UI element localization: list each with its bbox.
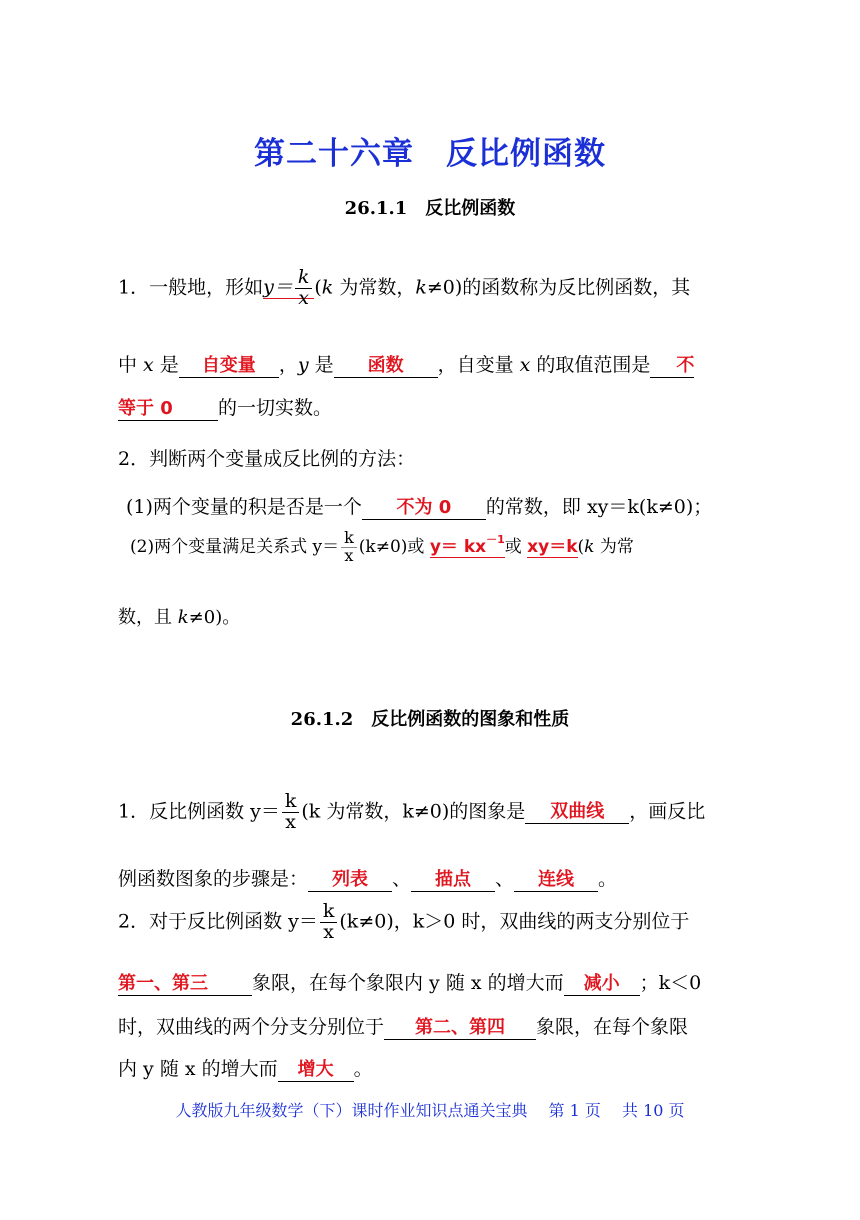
answer-blank-plot-points: 描点 xyxy=(411,870,495,892)
s1-p1-line1 xyxy=(118,268,748,309)
s2-p1-line2 xyxy=(118,864,748,892)
answer-blank-increase: 增大 xyxy=(278,1060,354,1082)
answer-blank-quadrants-1-3: 第一、第三 xyxy=(118,974,252,996)
text: (k 为常数，k≠0)的图象是 xyxy=(301,800,526,823)
var-x: x xyxy=(519,354,531,376)
var-k: k xyxy=(321,276,334,299)
fraction-numerator: k xyxy=(295,268,313,289)
separator: 、 xyxy=(495,868,515,890)
fraction-numerator: k xyxy=(320,902,338,923)
text: (2)两个变量满足关系式 y＝ xyxy=(130,536,340,557)
s2-p2-line2 xyxy=(118,968,748,996)
formula-y: y＝ xyxy=(263,276,293,299)
s1-p2-line4 xyxy=(118,603,748,629)
text: ≠0)。 xyxy=(188,607,241,628)
fraction-denominator: x xyxy=(344,545,354,565)
answer-blank-decrease: 减小 xyxy=(564,974,640,996)
s1-p1-line3 xyxy=(118,393,748,421)
text: 例函数图象的步骤是： xyxy=(118,868,309,890)
var-k: k xyxy=(177,607,189,628)
var-x: x xyxy=(143,354,154,376)
text: ( xyxy=(314,276,322,299)
text: 是 xyxy=(308,354,334,376)
answer-blank-nonzero: 不为 0 xyxy=(362,498,486,520)
text: 是 xyxy=(153,354,179,376)
fraction-denominator: x xyxy=(298,286,309,309)
text: 时，双曲线的两个分支分别位于 xyxy=(118,1016,385,1038)
exponent: －1 xyxy=(486,532,505,546)
fraction-denominator: x xyxy=(285,810,296,833)
text: 象限，在每个象限 xyxy=(536,1016,689,1038)
fraction-numerator: k xyxy=(282,792,300,813)
answer-blank-function: 函数 xyxy=(334,356,438,378)
text: ，画反比 xyxy=(629,800,706,823)
text: 中 xyxy=(118,354,144,376)
var-y: y xyxy=(297,354,309,376)
text: ( xyxy=(577,536,585,557)
s1-p2-line2 xyxy=(126,492,756,520)
text: 反比例函数 y＝ xyxy=(149,800,280,823)
formula-y-equals-k-over-x xyxy=(263,266,314,309)
text: (1)两个变量的积是否是一个 xyxy=(126,496,362,518)
fraction xyxy=(341,530,357,565)
fraction-denominator: x xyxy=(323,920,334,943)
answer-blank-domain-part1: 不 xyxy=(650,356,694,378)
item-number: 1． xyxy=(118,800,150,823)
answer-blank-quadrants-2-4: 第二、第四 xyxy=(384,1018,536,1040)
s1-p1-line2 xyxy=(118,350,748,378)
item-number: 1． xyxy=(118,276,150,299)
section-heading-26-1-2: 26.1.2 反比例函数的图象和性质 xyxy=(290,709,570,730)
answer-blank-domain-part2: 等于 0 xyxy=(118,399,218,421)
answer-blank-independent-variable: 自变量 xyxy=(179,356,279,378)
text: 为常数， xyxy=(333,276,416,299)
text: ；k＜0 xyxy=(639,972,702,994)
text: 。 xyxy=(353,1058,373,1080)
answer-blank-make-table: 列表 xyxy=(308,870,392,892)
s1-p2-line1 xyxy=(118,444,748,471)
item-number: 2． xyxy=(118,448,150,470)
text: ， xyxy=(278,354,298,376)
text: 。 xyxy=(598,868,618,890)
answer-blank-connect: 连线 xyxy=(514,870,598,892)
separator: 、 xyxy=(392,868,412,890)
text: 判断两个变量成反比例的方法： xyxy=(149,448,416,470)
text: 的取值范围是 xyxy=(530,354,651,376)
fraction xyxy=(320,902,338,943)
text: 或 xyxy=(504,536,528,557)
text: 的常数，即 xy＝k(k≠0)； xyxy=(485,496,713,518)
fraction-numerator: k xyxy=(341,530,357,548)
text: (k≠0)或 xyxy=(358,536,430,557)
s2-p1-line1 xyxy=(118,792,748,833)
s2-p2-line3 xyxy=(118,1012,748,1040)
item-number: 2． xyxy=(118,910,150,933)
s2-p2-line1 xyxy=(118,902,748,943)
fraction xyxy=(282,792,300,833)
answer-blank-hyperbola: 双曲线 xyxy=(525,802,629,824)
text: ≠0)的函数称为反比例函数，其 xyxy=(426,276,691,299)
page-footer: 人教版九年级数学（下）课时作业知识点通关宝典 第 1 页 共 10 页 xyxy=(175,1101,685,1120)
text: 的一切实数。 xyxy=(218,397,333,419)
text: 为常 xyxy=(594,536,634,557)
chapter-title: 第二十六章 反比例函数 xyxy=(254,136,606,172)
var-k: k xyxy=(415,276,427,299)
var-k: k xyxy=(584,536,595,557)
section-heading-26-1-1: 26.1.1 反比例函数 xyxy=(344,198,516,219)
fraction xyxy=(295,268,313,309)
text: 对于反比例函数 y＝ xyxy=(149,910,318,933)
answer-formula-xy-equals-k: xy＝k xyxy=(527,536,578,557)
answer-text: y＝ kx xyxy=(429,536,487,557)
text: (k≠0)，k＞0 时，双曲线的两支分别位于 xyxy=(339,910,690,933)
answer-formula-kx-inverse xyxy=(429,532,505,558)
text: 一般地，形如 xyxy=(149,276,264,299)
s2-p2-line4 xyxy=(118,1054,748,1082)
text: 象限，在每个象限内 y 随 x 的增大而 xyxy=(252,972,564,994)
text: ，自变量 xyxy=(437,354,520,376)
text: 数，且 xyxy=(118,607,178,628)
s1-p2-line3 xyxy=(130,530,760,565)
text: 内 y 随 x 的增大而 xyxy=(118,1058,278,1080)
